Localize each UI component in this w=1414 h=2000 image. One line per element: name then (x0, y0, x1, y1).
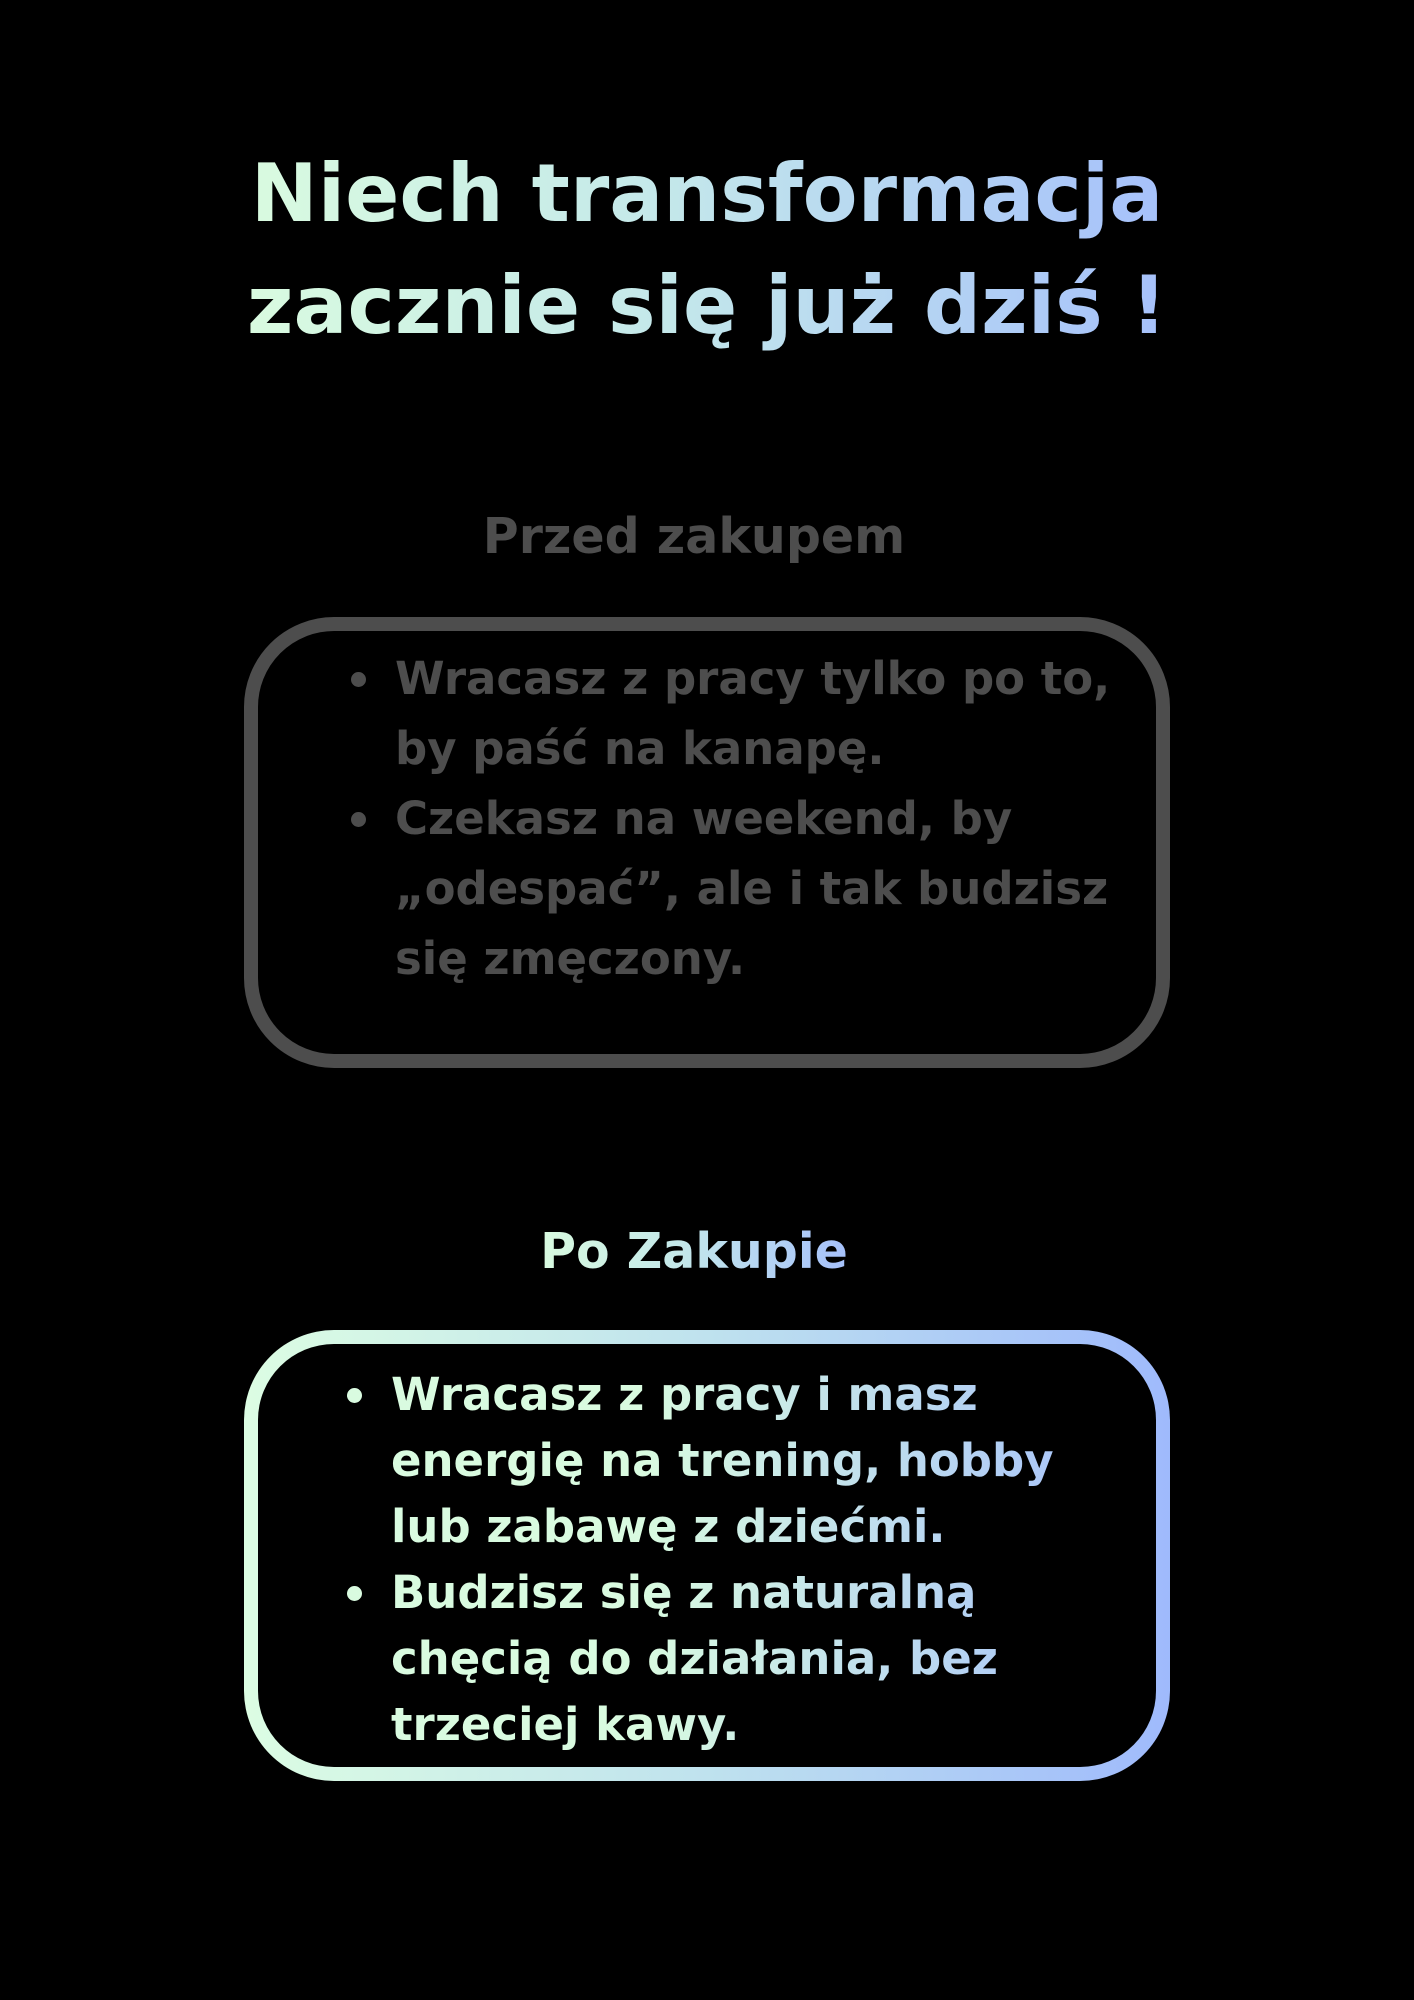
after-item-text: Wracasz z pracy i masz energię na trening, hobby lub zabawę z dziećmi. (391, 1362, 1111, 1560)
bullet-dot-icon (351, 812, 366, 827)
after-section-title-text: Po Zakupie (540, 1223, 848, 1280)
after-item-text: Budzisz się z naturalną chęcią do działania, bez trzeciej kawy. (391, 1560, 1111, 1758)
after-list-item (391, 1362, 1111, 1560)
before-list (395, 644, 1115, 994)
before-item-text: Czekasz na weekend, by „odespać”, ale i tak budzisz się zmęczony. (395, 792, 1109, 985)
before-list-item (395, 644, 1115, 784)
before-list-item (395, 784, 1115, 994)
after-list (391, 1362, 1111, 1758)
headline-line-2: zacznie się już dziś ! (247, 250, 1167, 362)
bullet-dot-icon (347, 1586, 362, 1601)
after-section-title (0, 1222, 1388, 1282)
after-list-item (391, 1560, 1111, 1758)
before-section-title: Przed zakupem (482, 508, 906, 565)
headline-line-1: Niech transformacja (251, 138, 1164, 250)
bullet-dot-icon (351, 672, 366, 687)
bullet-dot-icon (347, 1388, 362, 1403)
before-item-text: Wracasz z pracy tylko po to, by paść na kanapę. (395, 652, 1111, 775)
page-headline (0, 138, 1414, 362)
